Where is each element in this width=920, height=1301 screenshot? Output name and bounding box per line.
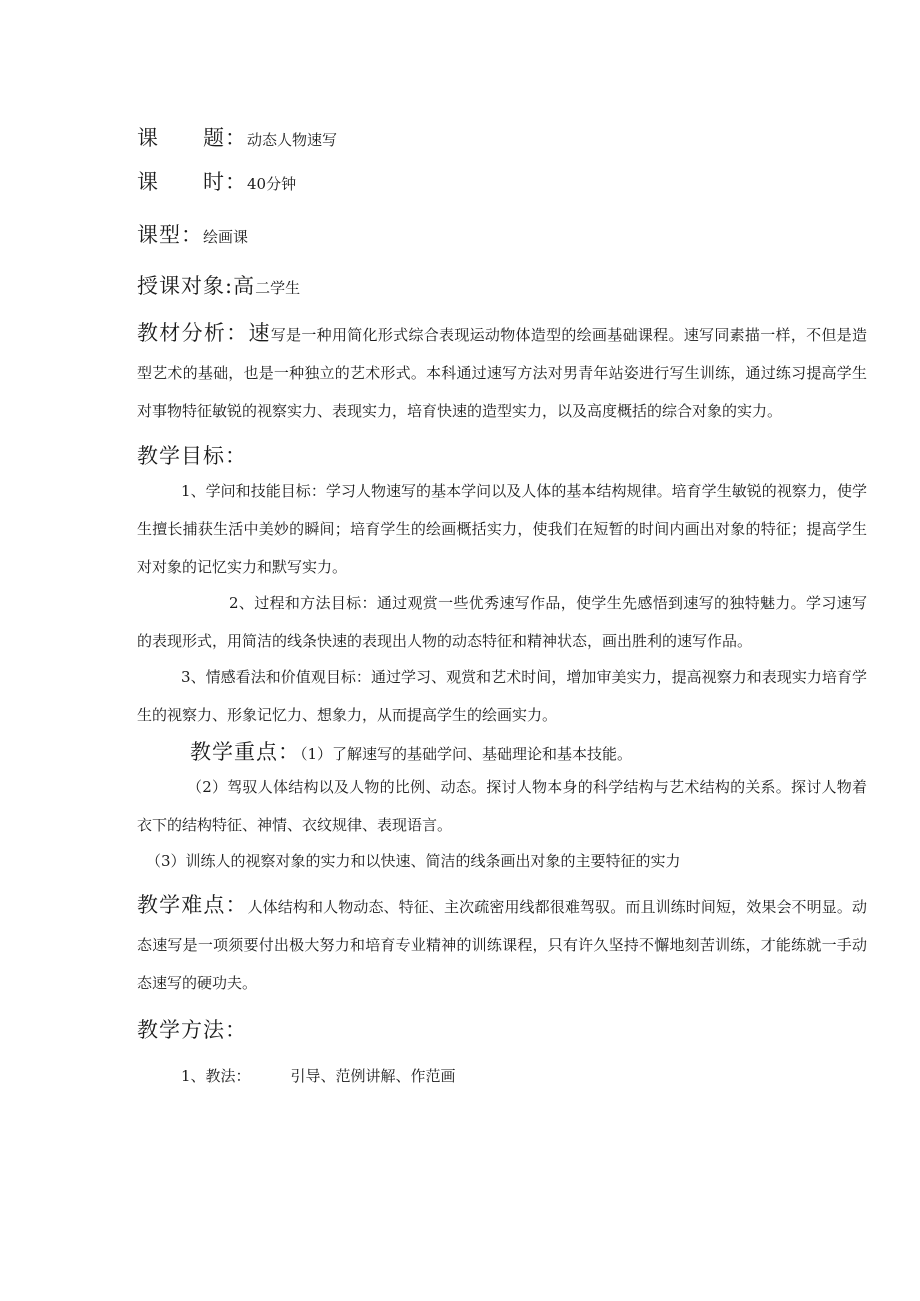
key-point-2-paragraph (137, 768, 867, 844)
difficulties-paragraph (137, 886, 867, 1002)
method-1-value: 引导、范例讲解、作范画 (290, 1067, 456, 1085)
methods-label: 教学方法： (137, 1018, 247, 1042)
difficulties-label: 教学难点： (137, 893, 248, 917)
topic-label: 课 题： (137, 126, 247, 150)
method-1-row (181, 1065, 456, 1086)
goal-1-text: 1、学问和技能目标：学习人物速写的基本学问以及人体的基本结构规律。培育学生敏锐的视察力，使学生擅长捕获生活中美妙的瞬间；培育学生的绘画概括实力，使我们在短暂的时间内画出对象的特征；提高学生对对象的记忆实力和默写实力。 (137, 482, 867, 576)
audience-label: 授课对象:高 (137, 274, 256, 298)
method-1-label: 1、教法： (181, 1067, 251, 1085)
key-point-3: （3）训练人的视察对象的实力和以快速、简洁的线条画出对象的主要特征的实力 (146, 852, 681, 870)
analysis-paragraph (137, 314, 867, 430)
analysis-label: 教材分析： (137, 321, 249, 345)
goal-2-paragraph (137, 584, 867, 660)
key-points-label: 教学重点： (190, 740, 300, 764)
key-point-1: （1）了解速写的基础学问、基础理论和基本技能。 (300, 745, 633, 763)
goal-3-paragraph (137, 658, 867, 734)
type-value: 绘画课 (203, 228, 249, 246)
difficulties-text: 人体结构和人物动态、特征、主次疏密用线都很难驾驭。而且训练时间短，效果会不明显。动态速写是一项须要付出极大努力和培育专业精神的训练课程，只有许久坚持不懈地刻苦训练，才能练就一手动态速写的硬功夫。 (137, 898, 867, 992)
type-label: 课型： (137, 223, 203, 247)
audience-value: 二学生 (255, 279, 301, 297)
goals-label: 教学目标： (137, 444, 247, 468)
time-value: 40分钟 (247, 175, 297, 193)
key-point-3-row (146, 850, 681, 871)
audience-row (137, 270, 300, 300)
time-label: 课 时： (137, 170, 247, 194)
key-point-2: （2）驾驭人体结构以及人物的比例、动态。探讨人物本身的科学结构与艺术结构的关系。探讨人物着衣下的结构特征、神情、衣纹规律、表现语言。 (137, 778, 867, 834)
goal-3-text: 3、情感看法和价值观目标：通过学习、观赏和艺术时间，增加审美实力，提高视察力和表现实力培育学生的视察力、形象记忆力、想象力，从而提高学生的绘画实力。 (137, 668, 867, 724)
analysis-text: 写是一种用简化形式综合表现运动物体造型的绘画基础课程。速写同素描一样，不但是造型艺术的基础，也是一种独立的艺术形式。本科通过速写方法对男青年站姿进行写生训练，通过练习提高学生对事物特征敏锐的视察实力、表现实力，培育快速的造型实力，以及高度概括的综合对象的实力。 (137, 326, 867, 420)
goals-heading (137, 440, 247, 470)
time-row (137, 166, 296, 196)
goal-2-text: 2、过程和方法目标：通过观赏一些优秀速写作品，使学生先感悟到速写的独特魅力。学习速写的表现形式，用简洁的线条快速的表现出人物的动态特征和精神状态，画出胜利的速写作品。 (137, 594, 867, 650)
methods-heading (137, 1014, 247, 1044)
key-points-row (190, 736, 632, 766)
analysis-first-char: 速 (248, 321, 271, 345)
topic-value: 动态人物速写 (247, 131, 338, 149)
type-row (137, 219, 248, 249)
topic-row (137, 122, 337, 152)
goal-1-paragraph (137, 472, 867, 586)
